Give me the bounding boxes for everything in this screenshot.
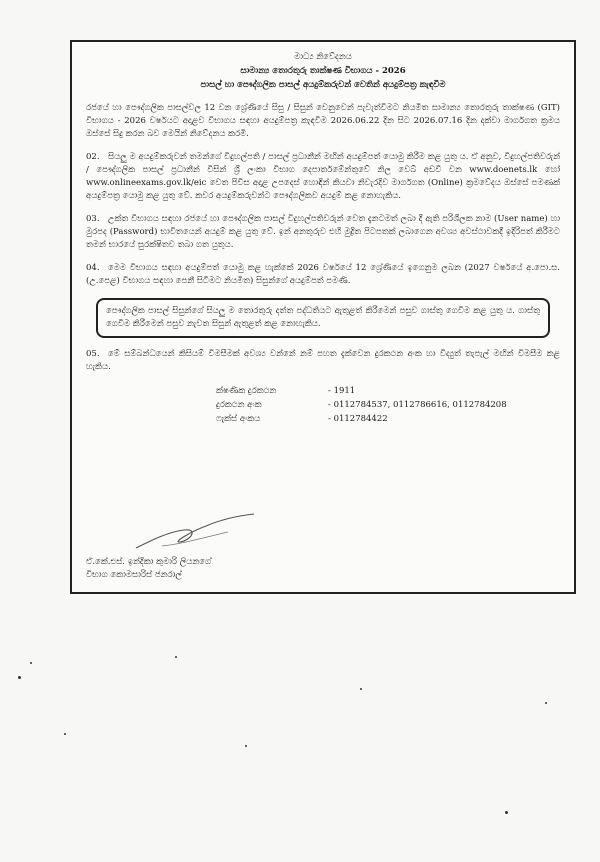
boxed-notice: පෞද්ගලික පාසල් සිසුන්ගේ සියලු ම තොරතුරු දත්ත පද්ධතියට ඇතුළත් කිරීමෙන් පසුව ගාස්තු ගෙවීම කළ යුතු ය. ගාස්තු ගෙවීම කිරීමෙන් පසුව නැවත සිසුන් ඇතුළත් කළ නොහැකිය. [96,298,550,338]
paragraph-5 [86,348,560,374]
header-line-2: සාමාන්‍ය තොරතුරු තාක්ෂණ විභාගය - 2026 [240,66,406,76]
signatory-block [86,556,211,582]
scan-speck [505,811,508,814]
contact-list [216,384,560,426]
contact-row [216,384,560,398]
contact-label: ක්ෂණික දුරකථන [216,386,277,396]
paragraph-4-number: 04. [86,263,100,273]
contact-label: දුරකථන අංක [216,400,262,410]
signatory-name: ඒ.කේ.එස්. ඉන්දිකා කුමාරි ලියනගේ [86,557,212,567]
scan-speck [245,745,247,747]
paragraph-4-text: මෙම විභාගය සඳහා අයදුම්පත් යොමු කළ හැක්කේ 2026 වර්ෂයේ 12 ශ්‍රේණියේ ඉගෙනුම ලබන (2027 වර්ෂයේ අ.පො.ස. (උ.පෙළ) විභාගය සඳහා පෙනී සිටීමට නියමිත) සිසුන්ගේ අයදුම්පත් පමණි. [86,263,560,286]
scan-speck [64,733,66,735]
paragraph-2 [86,151,560,203]
paragraph-3-text: උක්ත විභාගය සඳහා රජයේ හා පෞද්ගලික පාසල් විදුහල්පතිවරුන් වෙත දැනටමත් ලබා දී ඇති පරිශීලක නාම (User name) හා මුරපද (Password) භාවිතයෙන් අයදුම් කළ යුතු වේ. ඉන් අනතුරුව එහි මුද්‍රිත පිටපතක් ලබාගෙන අවශ්‍ය අවස්ථාවකදී ඉදිරිපත් කිරීමට තමන් භාරයේ සුරක්ෂිතව තබා ගත යුතුය. [86,214,560,250]
paragraph-1-text: රජයේ හා පෞද්ගලික පාසල්වල 12 වන ශ්‍රේණියේ සිසු / සිසුන් වෙනුවෙන් පැවැත්වීමට නියමිත සාමාන්‍ය තොරතුරු තාක්ෂණ (GIT) විභාගය - 2026 වර්ෂයට අදාළව විභාගය සඳහා අයදුම්පත්‍ර කැඳවීම 2026.06.22 දින සිට 2026.07.16 දින දක්වා මාර්ගගත ක්‍රමය ඔස්සේ සිදු කරන බව මෙයින් නිවේදනය කරමි. [86,103,560,139]
notice-header [86,50,560,92]
notice-document [70,40,576,594]
header-line-3: පාසල් හා පෞද්ගලික පාසල් අයදුම්කරුවන් වෙතින් අයදුම්පත්‍ර කැඳවීම [200,80,446,90]
paragraph-5-text: මේ සම්බන්ධයෙන් කිසියම් විමසීමක් අවශ්‍ය වන්නේ නම් පහත දැක්වෙන දුරකථන අංක හා විද්‍යුත් තැපැල් මඟින් විමසීම කළ හැකිය. [86,349,560,372]
scan-speck [18,676,21,679]
paragraph-2-number: 02. [86,152,100,162]
contact-row [216,398,560,412]
header-line-1: මාධ්‍ය නිවේදනය [294,52,352,62]
paragraph-4 [86,262,560,288]
paragraph-1 [86,102,560,141]
scan-speck [30,662,32,664]
handwritten-signature [132,510,262,554]
scan-speck [175,656,177,658]
scan-speck [545,702,547,704]
scan-speck [360,688,362,690]
contact-value: - 1911 [328,386,356,396]
contact-value: - 0112784537, 0112786616, 0112784208 [328,400,507,410]
contact-label: ෆැක්ස් අංකය [216,414,261,424]
paragraph-3-number: 03. [86,214,100,224]
paragraph-2-text: සියලු ම අයදුම්කරුවන් තමන්ගේ විදුහල්පති / පාසල් ප්‍රධානීන් මඟින් අයදුම්පත් යොමු කිරීම කළ යුතු ය. ඒ අනුව, විදුහල්පතිවරුන් / පෞද්ගලික පාසල් ප්‍රධානීන් විසින් ශ්‍රී ලංකා විභාග දෙපාර්තමේන්තුවේ නිල වෙබ් අඩවි වන www.doenets.lk හෝ www.onlineexams.gov.lk/eic වෙත පිවිස අදාළ උපදෙස් හොඳින් කියවා නිවැරදිව මාර්ගගත (Online) ක්‍රමවේදය ඔස්සේ පමණක් අයදුම්පත්‍ර යොමු කළ යුතු වේ. කවර අයදුම්කරුවන්ට පෞද්ගලිකව අයදුම් කළ නොහැකිය. [86,152,560,201]
paragraph-5-number: 05. [86,349,100,359]
signatory-title: විභාග කොමසාරිස් ජනරාල් [86,570,182,580]
contact-row [216,412,560,426]
contact-value: - 0112784422 [328,414,388,424]
paragraph-3 [86,213,560,252]
